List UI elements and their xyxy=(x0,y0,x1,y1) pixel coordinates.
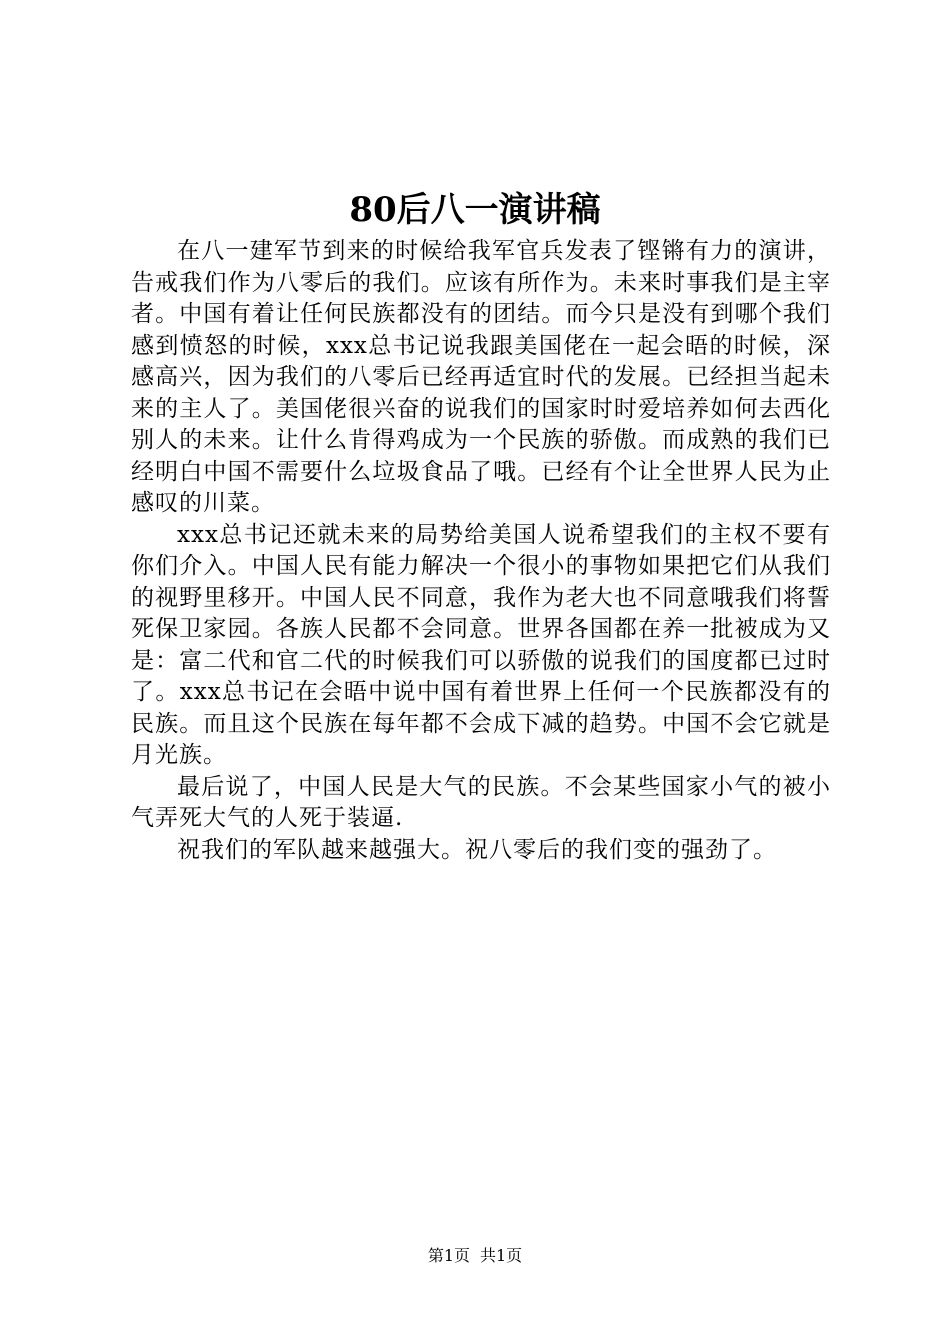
page-number-current: 第1页 xyxy=(427,1246,470,1265)
paragraph-1: 在八一建军节到来的时候给我军官兵发表了铿锵有力的演讲，告戒我们作为八零后的我们。应该有所作为。未来时事我们是主宰者。中国有着让任何民族都没有的团结。而今只是没有到哪个我们感到愤怒的时候，xxx总书记说我跟美国佬在一起会晤的时候，深感高兴，因为我们的八零后已经再适宜时代的发展。已经担当起未来的主人了。美国佬很兴奋的说我们的国家时时爱培养如何去西化别人的未来。让什么肯得鸡成为一个民族的骄傲。而成熟的我们已经明白中国不需要什么垃圾食品了哦。已经有个让全世界人民为止感叹的川菜。 xyxy=(131,238,831,516)
paragraph-4: 祝我们的军队越来越强大。祝八零后的我们变的强劲了。 xyxy=(177,836,777,863)
document-title: 80后八一演讲稿 xyxy=(349,190,601,230)
page-footer xyxy=(0,1244,950,1268)
page-number-total: 共1页 xyxy=(480,1246,523,1265)
paragraph-3: 最后说了，中国人民是大气的民族。不会某些国家小气的被小气弄死大气的人死于装逼. xyxy=(131,773,831,831)
document-body xyxy=(131,236,831,866)
paragraph-2: xxx总书记还就未来的局势给美国人说希望我们的主权不要有你们介入。中国人民有能力解决一个很小的事物如果把它们从我们的视野里移开。中国人民不同意，我作为老大也不同意哦我们将誓死保卫家园。各族人民都不会同意。世界各国都在养一批被成为又是：富二代和官二代的时候我们可以骄傲的说我们的国度都已过时了。xxx总书记在会晤中说中国有着世界上任何一个民族都没有的民族。而且这个民族在每年都不会成下减的趋势。中国不会它就是月光族。 xyxy=(131,521,831,768)
